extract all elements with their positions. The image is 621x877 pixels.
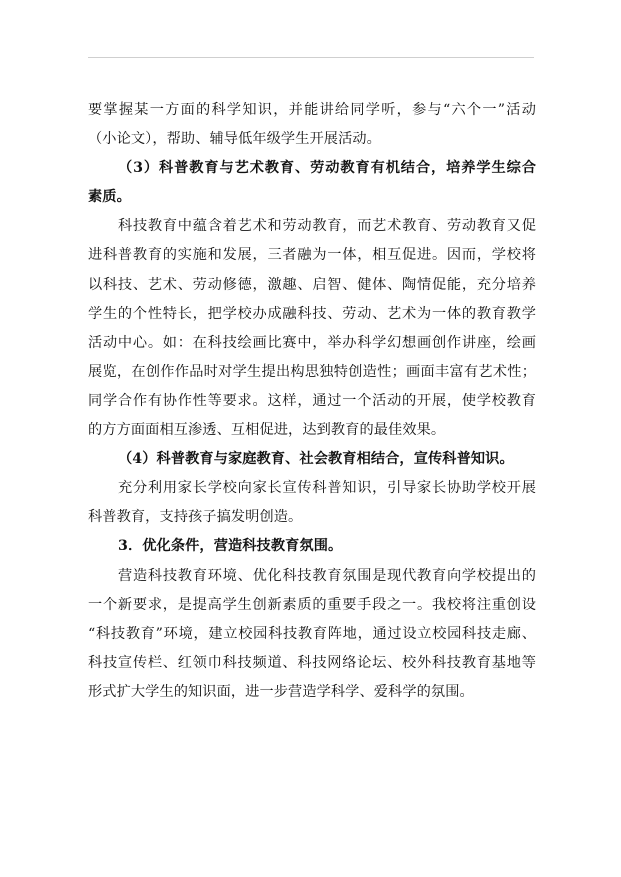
paragraph-line: 展览，在创作作品时对学生提出构思独特创造性；画面丰富有艺术性； <box>88 363 536 380</box>
document-body <box>88 96 536 707</box>
paragraph-line: 科普教育，支持孩子搞发明创造。 <box>88 509 303 526</box>
section-heading-3-cont: 素质。 <box>88 189 131 206</box>
section-heading-optimize: 3．优化条件，营造科技教育氛围。 <box>118 538 343 555</box>
paragraph-line: 科技宣传栏、红领巾科技频道、科技网络论坛、校外科技教育基地等 <box>88 654 536 671</box>
section-heading-4: （4）科普教育与家庭教育、社会教育相结合，宣传科普知识。 <box>118 451 514 468</box>
header-rule <box>88 57 534 58</box>
paragraph-line: 活动中心。如：在科技绘画比赛中，举办科学幻想画创作讲座，绘画 <box>88 334 536 351</box>
paragraph-line: 以科技、艺术、劳动修德，激趣、启智、健体、陶情促能，充分培养 <box>88 276 536 293</box>
paragraph-line: 营造科技教育环境、优化科技教育氛围是现代教育向学校提出的 <box>118 567 536 584</box>
section-heading-3: （3）科普教育与艺术教育、劳动教育有机结合，培养学生综合 <box>118 160 536 177</box>
paragraph-line: 充分利用家长学校向家长宣传科普知识，引导家长协助学校开展 <box>118 480 536 497</box>
paragraph-line: 形式扩大学生的知识面，进一步营造学科学、爱科学的氛围。 <box>88 683 474 700</box>
paragraph-line: 一个新要求，是提高学生创新素质的重要手段之一。我校将注重创设 <box>88 596 536 613</box>
paragraph-line: 进科普教育的实施和发展，三者融为一体，相互促进。因而，学校将 <box>88 247 536 264</box>
paragraph-line: （小论文），帮助、辅导低年级学生开展活动。 <box>88 131 381 148</box>
paragraph-line: 要掌握某一方面的科学知识，并能讲给同学听，参与“六个一”活动 <box>88 102 536 118</box>
paragraph-line: “科技教育”环境，建立校园科技教育阵地，通过设立校园科技走廊、 <box>88 625 536 642</box>
paragraph-line: 学生的个性特长，把学校办成融科技、劳动、艺术为一体的教育教学 <box>88 305 536 322</box>
paragraph-line: 的方方面面相互渗透、互相促进，达到教育的最佳效果。 <box>88 422 446 439</box>
paragraph-line: 同学合作有协作性等要求。这样，通过一个活动的开展，使学校教育 <box>88 392 536 409</box>
paragraph-line: 科技教育中蕴含着艺术和劳动教育，而艺术教育、劳动教育又促 <box>118 218 536 235</box>
